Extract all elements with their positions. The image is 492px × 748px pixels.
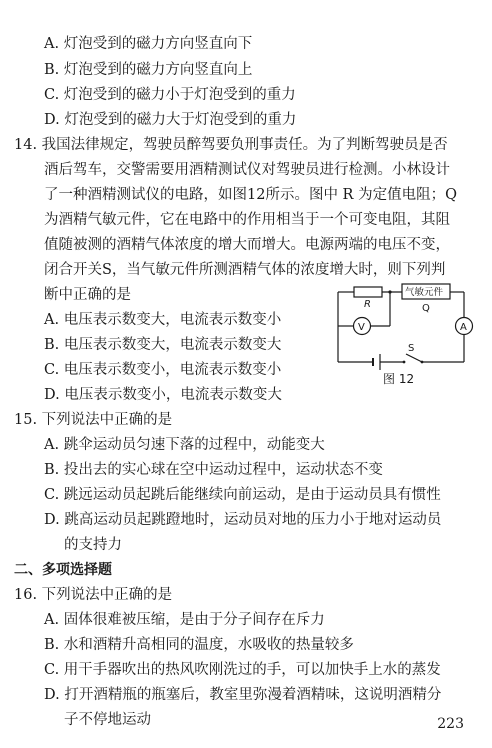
q14-stem-line-5: 值随被测的酒精气体浓度的增大而增大。电源两端的电压不变， <box>44 237 450 253</box>
q14-stem-line-4: 为酒精气敏元件，它在电路中的作用相当于一个可变电阻，其阻 <box>44 212 450 228</box>
circuit-diagram <box>330 280 475 372</box>
q14-stem-line-6: 闭合开关S，当气敏元件所测酒精气体的浓度增大时，则下列判 <box>44 262 446 278</box>
label-q: Q <box>422 303 430 314</box>
q14-option-b: B. 电压表示数变大，电流表示数变大 <box>44 337 282 353</box>
q15-option-d-continued: 的支持力 <box>64 537 122 553</box>
page-number: 223 <box>437 716 464 732</box>
section-heading: 二、多项选择题 <box>14 562 112 578</box>
label-a: A <box>460 322 467 333</box>
q14-option-d: D. 电压表示数变小，电流表示数变大 <box>44 387 282 403</box>
q15-option-a: A. 跳伞运动员匀速下落的过程中，动能变大 <box>44 437 325 453</box>
q15-stem: 15. 下列说法中正确的是 <box>14 412 173 428</box>
q16-option-b: B. 水和酒精升高相同的温度，水吸收的热量较多 <box>44 637 354 653</box>
label-gas-sensor: 气敏元件 <box>405 287 444 298</box>
q13-option-b: B. 灯泡受到的磁力方向竖直向上 <box>44 62 253 78</box>
q14-option-c: C. 电压表示数变小，电流表示数变小 <box>44 362 282 378</box>
q13-option-a: A. 灯泡受到的磁力方向竖直向下 <box>44 36 253 52</box>
label-s: S <box>408 343 415 354</box>
q15-option-d: D. 跳高运动员起跳蹬地时，运动员对地的压力小于地对运动员 <box>44 512 442 528</box>
q14-stem-line-1: 14. 我国法律规定，驾驶员醉驾要负刑事责任。为了判断驾驶员是否 <box>14 137 448 153</box>
q15-option-b: B. 投出去的实心球在空中运动过程中，运动状态不变 <box>44 462 383 478</box>
q16-option-c: C. 用干手器吹出的热风吹刚洗过的手，可以加快手上水的蒸发 <box>44 662 441 678</box>
q15-option-c: C. 跳远运动员起跳后能继续向前运动，是由于运动员具有惯性 <box>44 487 441 503</box>
q13-option-c: C. 灯泡受到的磁力小于灯泡受到的重力 <box>44 87 296 103</box>
q16-option-d: D. 打开酒精瓶的瓶塞后，教室里弥漫着酒精味，这说明酒精分 <box>44 687 442 703</box>
q14-stem-line-3: 了一种酒精测试仪的电路，如图12所示。图中 R 为定值电阻；Q <box>44 187 457 203</box>
q16-option-d-continued: 子不停地运动 <box>64 712 151 728</box>
q16-option-a: A. 固体很难被压缩，是由于分子间存在斥力 <box>44 612 325 628</box>
label-v: V <box>358 322 365 333</box>
label-r: R <box>364 299 371 310</box>
switch-s <box>406 354 422 362</box>
q14-option-a: A. 电压表示数变大，电流表示数变小 <box>44 312 282 328</box>
figure-12-caption: 图 12 <box>383 372 415 386</box>
q13-option-d: D. 灯泡受到的磁力大于灯泡受到的重力 <box>44 112 297 128</box>
resistor-r <box>354 287 382 297</box>
q14-stem-line-7: 断中正确的是 <box>44 287 131 303</box>
q16-stem: 16. 下列说法中正确的是 <box>14 587 173 603</box>
q14-stem-line-2: 酒后驾车，交警需要用酒精测试仪对驾驶员进行检测。小林设计 <box>44 162 450 178</box>
